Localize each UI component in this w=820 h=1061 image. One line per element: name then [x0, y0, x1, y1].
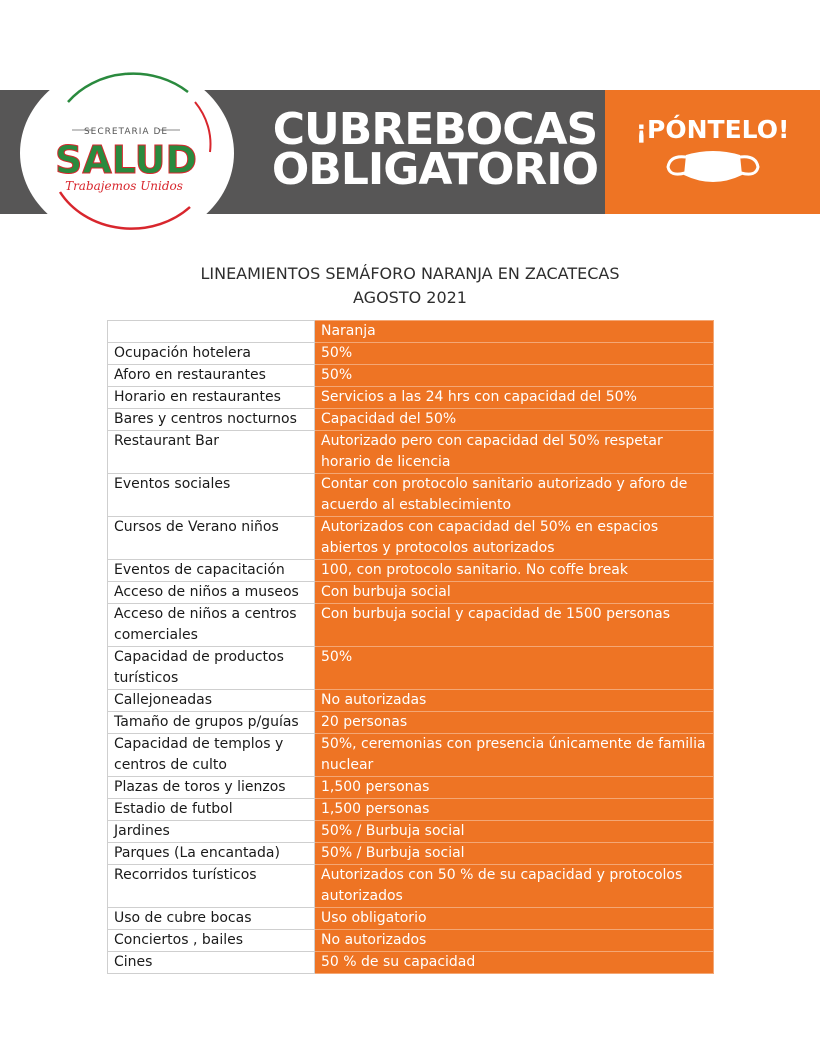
row-label: Estadio de futbol [108, 799, 315, 821]
row-value: 50% / Burbuja social [315, 843, 714, 865]
banner-title-line1: CUBREBOCAS [272, 104, 598, 155]
row-label: Horario en restaurantes [108, 387, 315, 409]
row-label: Eventos sociales [108, 474, 315, 517]
table-header-value: Naranja [315, 321, 714, 343]
table-row [108, 387, 714, 409]
row-label: Restaurant Bar [108, 431, 315, 474]
row-label: Acceso de niños a centros comerciales [108, 604, 315, 647]
row-value: 1,500 personas [315, 799, 714, 821]
table-row [108, 908, 714, 930]
table-row [108, 431, 714, 474]
row-value: 50% [315, 343, 714, 365]
logo-top-text: SECRETARIA DE [83, 127, 169, 137]
guidelines-table [107, 320, 714, 974]
secretaria-de-salud-logo [20, 62, 234, 244]
table-row [108, 930, 714, 952]
row-value: Capacidad del 50% [315, 409, 714, 431]
row-value: Con burbuja social y capacidad de 1500 personas [315, 604, 714, 647]
table-row [108, 517, 714, 560]
row-label: Parques (La encantada) [108, 843, 315, 865]
row-value: 20 personas [315, 712, 714, 734]
row-value: Con burbuja social [315, 582, 714, 604]
table-row [108, 799, 714, 821]
document-title-line2: AGOSTO 2021 [353, 288, 467, 307]
logo-green-arc [68, 74, 188, 102]
face-mask-icon [658, 145, 768, 191]
row-label: Cursos de Verano niños [108, 517, 315, 560]
row-label: Capacidad de templos y centros de culto [108, 734, 315, 777]
row-label: Jardines [108, 821, 315, 843]
row-value: 50% / Burbuja social [315, 821, 714, 843]
table-row [108, 474, 714, 517]
logo-tagline: Trabajemos Unidos [65, 179, 183, 193]
table-header-row [108, 321, 714, 343]
table-row [108, 582, 714, 604]
row-label: Uso de cubre bocas [108, 908, 315, 930]
row-value: 50% [315, 365, 714, 387]
banner-title-line2: OBLIGATORIO [271, 144, 599, 195]
table-row [108, 560, 714, 582]
table-header-label [108, 321, 315, 343]
row-value: Autorizados con capacidad del 50% en espacios abiertos y protocolos autorizados [315, 517, 714, 560]
table-row [108, 712, 714, 734]
table-row [108, 604, 714, 647]
table-row [108, 777, 714, 799]
row-value: 1,500 personas [315, 777, 714, 799]
table-row [108, 409, 714, 431]
row-value: Uso obligatorio [315, 908, 714, 930]
logo-red-arc [60, 192, 190, 229]
table-row [108, 952, 714, 974]
row-label: Recorridos turísticos [108, 865, 315, 908]
document-title-line1: LINEAMIENTOS SEMÁFORO NARANJA EN ZACATECAS [200, 264, 620, 283]
table-row [108, 843, 714, 865]
banner-title [270, 104, 600, 195]
row-value: 50 % de su capacidad [315, 952, 714, 974]
table-row [108, 343, 714, 365]
table-row [108, 734, 714, 777]
row-value: Autorizados con 50 % de su capacidad y protocolos autorizados [315, 865, 714, 908]
table-row [108, 647, 714, 690]
row-label: Bares y centros nocturnos [108, 409, 315, 431]
row-label: Cines [108, 952, 315, 974]
row-label: Ocupación hotelera [108, 343, 315, 365]
logo-main-text: SALUD [54, 138, 198, 182]
row-label: Plazas de toros y lienzos [108, 777, 315, 799]
row-value: No autorizados [315, 930, 714, 952]
ponte-cta: ¡PÓNTELO! [635, 115, 790, 144]
row-value: 100, con protocolo sanitario. No coffe break [315, 560, 714, 582]
table-row [108, 865, 714, 908]
row-value: Contar con protocolo sanitario autorizado y aforo de acuerdo al establecimiento [315, 474, 714, 517]
row-value: No autorizadas [315, 690, 714, 712]
logo-red-arc-right [195, 102, 210, 152]
row-label: Tamaño de grupos p/guías [108, 712, 315, 734]
row-label: Conciertos , bailes [108, 930, 315, 952]
document-title [100, 262, 720, 310]
row-value: Autorizado pero con capacidad del 50% respetar horario de licencia [315, 431, 714, 474]
table-row [108, 365, 714, 387]
row-label: Callejoneadas [108, 690, 315, 712]
row-value: 50% [315, 647, 714, 690]
row-label: Acceso de niños a museos [108, 582, 315, 604]
row-value: Servicios a las 24 hrs con capacidad del 50% [315, 387, 714, 409]
table-row [108, 821, 714, 843]
row-label: Aforo en restaurantes [108, 365, 315, 387]
row-label: Eventos de capacitación [108, 560, 315, 582]
row-label: Capacidad de productos turísticos [108, 647, 315, 690]
row-value: 50%, ceremonias con presencia únicamente de familia nuclear [315, 734, 714, 777]
table-row [108, 690, 714, 712]
